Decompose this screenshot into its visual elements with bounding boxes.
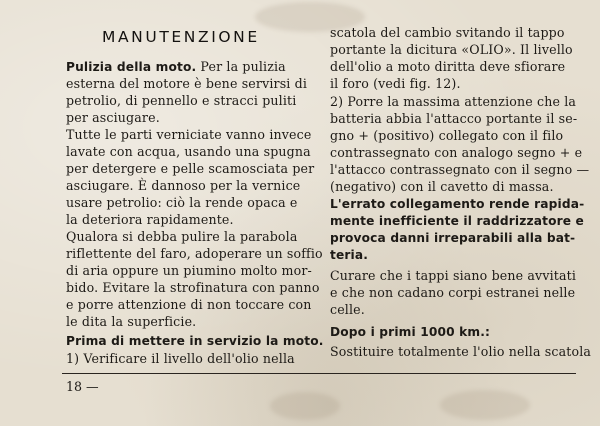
paragraph-line: batteria abbia l'attacco portante il se- <box>330 111 578 126</box>
paragraph-line: asciugare. È dannoso per la vernice <box>66 178 301 193</box>
paragraph-line: Pulizia della moto. Per la pulizia <box>66 59 286 74</box>
warning-line: L'errato collegamento rende rapida- <box>330 197 585 211</box>
paragraph-line: 1) Verificare il livello dell'olio nella <box>66 351 295 366</box>
paragraph-line: Curare che i tappi siano bene avvitati <box>330 268 577 283</box>
section-heading: Prima di mettere in servizio la moto. <box>66 334 324 348</box>
paragraph-line: il foro (vedi fig. 12). <box>330 76 461 91</box>
page-number: 18 — <box>66 379 99 394</box>
paper-stain <box>440 390 530 420</box>
page-title: MANUTENZIONE <box>102 28 260 46</box>
paragraph-line: esterna del motore è bene servirsi di <box>66 76 308 91</box>
paragraph-line: l'attacco contrassegnato con il segno — <box>330 162 590 177</box>
paragraph-line: Tutte le parti verniciate vanno invece <box>66 127 312 142</box>
paragraph-line: gno + (positivo) collegato con il filo <box>330 128 564 143</box>
paragraph-line: e porre attenzione di non toccare con <box>66 297 312 312</box>
paper-stain <box>270 392 340 420</box>
paragraph-line: 2) Porre la massima attenzione che la <box>330 94 577 109</box>
paragraph-line: contrassegnato con analogo segno + e <box>330 145 583 160</box>
paragraph-line: portante la dicitura «OLIO». Il livello <box>330 42 573 57</box>
section-heading: Dopo i primi 1000 km.: <box>330 325 491 339</box>
paragraph-line: Sostituire totalmente l'olio nella scatola <box>330 344 592 359</box>
paragraph-line: celle. <box>330 302 365 317</box>
paragraph-line: e che non cadano corpi estranei nelle <box>330 285 576 300</box>
warning-line: teria. <box>330 248 369 262</box>
paragraph-line: (negativo) con il cavetto di massa. <box>330 179 554 194</box>
paragraph-line: le dita la superficie. <box>66 314 197 329</box>
footer-rule <box>62 373 576 374</box>
paragraph-line: Qualora si debba pulire la parabola <box>66 229 298 244</box>
paragraph-line: bido. Evitare la strofinatura con panno <box>66 280 320 295</box>
paragraph-line: dell'olio a moto diritta deve sfiorare <box>330 59 566 74</box>
paragraph-line: per detergere e pelle scamosciata per <box>66 161 315 176</box>
paragraph-line: usare petrolio: ciò la rende opaca e <box>66 195 298 210</box>
section-heading: Pulizia della moto. <box>66 60 197 74</box>
warning-line: provoca danni irreparabili alla bat- <box>330 231 576 245</box>
paragraph-line: per asciugare. <box>66 110 160 125</box>
paragraph-line: petrolio, di pennello e stracci puliti <box>66 93 297 108</box>
paragraph-line: la deteriora rapidamente. <box>66 212 234 227</box>
paragraph-line: scatola del cambio svitando il tappo <box>330 25 565 40</box>
paragraph-line: lavate con acqua, usando una spugna <box>66 144 311 159</box>
paragraph-line: riflettente del faro, adoperare un soffio <box>66 246 323 261</box>
warning-line: mente inefficiente il raddrizzatore e <box>330 214 584 228</box>
paragraph-line: di aria oppure un piumino molto mor- <box>66 263 312 278</box>
